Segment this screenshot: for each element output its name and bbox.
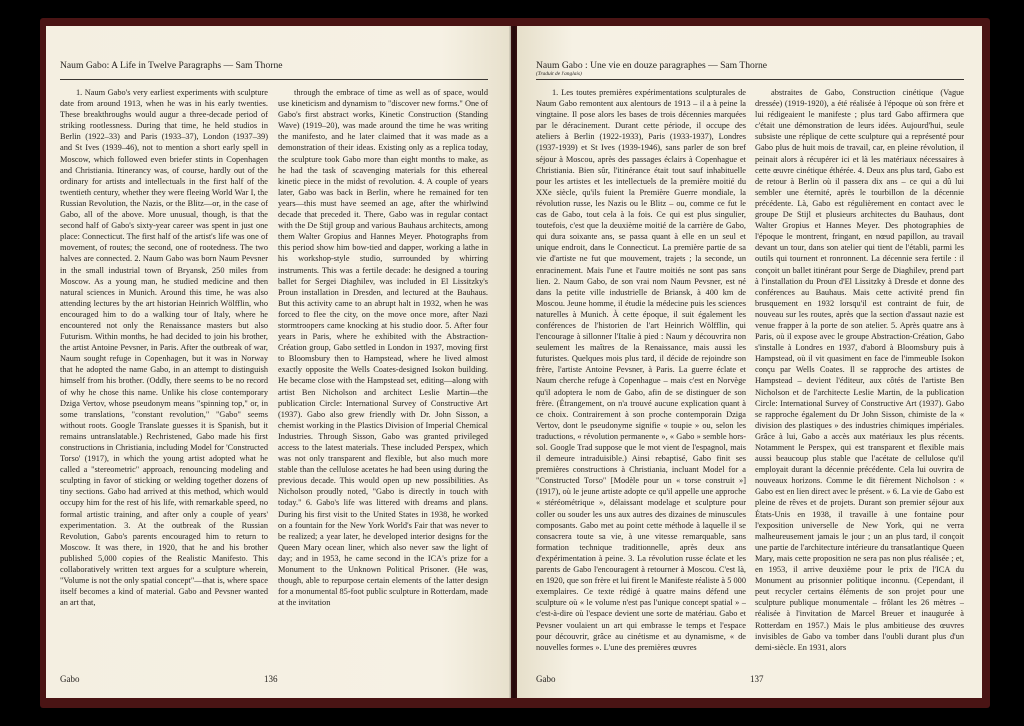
header-rule — [60, 79, 488, 80]
french-text-col2: abstraites de Gabo, Construction cinétique (Vague dressée) (1919-1920), a été réalisée à l'époque où son frère et lui rédigeaient le manifeste ; plus tard Gabo affirmera que c'était une démonstration de leurs idées. Aujourd'hui, seule subsiste une réplique de cette sculpture qui a représenté pour Gabo plus de huit mois de travail, car, en pleine révolution, il peinait alors à récupérer ici et là les matériaux nécessaires à cette œuvre cinétique éthérée. 4. Deux ans plus tard, Gabo est de retour à Berlin où il passera dix ans – ce qui a dû lui sembler une éternité, après le tourbillon de la décennie précédente. Là, Gabo est régulièrement en contact avec le groupe De Stijl et plusieurs architectes du Bauhaus, dont Walter Gropius et Hannes Meyer. Des photographies de l'époque le montrent, fringant, en nœud papillon, au travail devant un tour, dans son atelier qui tient de l'établi, parmi les outils qui tournent et ronronnent. La décennie sera fertile : il conçoit un ballet itinérant pour Serge de Diaghilev, prend part à l'installation du Proun d'El Lissitzky à Dresde et donne des conférences au Bauhaus. Mais cette activité prend fin brusquement en 1932 lorsqu'il est contraint de fuir, de nouveau sur les routes, après que la section d'assaut nazie est venue frapper à la porte de son atelier. 5. Après quatre ans à Paris, où il expose avec le groupe Abstraction-Création, Gabo s'installe à Londres en 1937, d'abord à Bloomsbury puis à Hampstead, où il vit quasiment en face de l'immeuble Isokon conçu par Wells Coates. Il se rapproche des artistes de Hampstead – devient l'éditeur, aux côtés de l'artiste Ben Nicholson et de l'architecte Leslie Martin, de la publication Circle: International Survey of Constructive Art (1937). Gabo se rapproche également du Dr John Sisson, chimiste de la « division des plastiques » des industries chimiques impériales. Grâce à lui, Gabo a accès aux matériaux les plus récents. Notamment le Perspex, qui est transparent et flexible mais aussi beaucoup plus stable que l'acétate de cellulose qu'il employait durant la décennie précédente. Cela lui ouvrira de nouveaux horizons. Comme le dit fièrement Nicholson : « Gabo est en lien direct avec le présent. » 6. La vie de Gabo est pleine de rêves et de projets. Durant son premier séjour aux États-Unis en 1938, il travaille à une fontaine pour l'exposition universelle de New York, qui ne verra malheureusement jamais le jour ; un an plus tard, il conçoit une partie de l'architecture intérieure du transatlantique Queen Mary, mais cette proposition ne sera pas non plus réalisée ; et, en 1953, il arrive deuxième pour le prix de l'ICA du Monument au prisonnier politique inconnu. (Cependant, il peut recycler certains éléments de son projet pour une sculpture publique monumentale – frôlant les 26 mètres – réalisée à l'invitation de Marcel Breuer et inaugurée à Rotterdam en 1957.) Mais le plus ambitieuse des œuvres invisibles de Gabo va tomber dans l'oubli durant plus d'un demi-siècle. En 1931, alors — [755, 88, 964, 652]
page-number: 137 — [750, 674, 764, 684]
french-text-col1: 1. Les toutes premières expérimentations sculpturales de Naum Gabo remontent aux alentours de 1913 – il a à peine la vingtaine. Il pose alors les bases de trois décennies marquées par le déracinement. Durant cette période, il occupe des ateliers à Berlin (1922-1933), Paris (1933-1937), Londres (1937-1939) et St Ives (1939-1946), sans parler de son bref séjour à Moscou, après des passages éclairs à Copenhague et Christiania. Bien sûr, l'itinérance était tout sauf inhabituelle pour les artistes et les intellectuels de la première moitié du XXe siècle, qu'ils fuient la Première Guerre mondiale, la révolution russe, les Nazis ou le Blitz – ou, comme ce fut le cas de Gabo, tout cela à la fois. Ce qui est plus singulier, toutefois, c'est que la deuxième moitié de la carrière de Gabo, qui dura soixante ans, se passa quant à elle en un seul et unique endroit, dans le Connecticut. La première partie de sa vie d'artiste ne fut que mouvement, trajets ; la seconde, un enracinement. Mais l'une et l'autre moitiés ne sont pas sans lien. 2. Naum Gabo, de son vrai nom Naum Pevsner, est né dans la petite ville industrielle de Briansk, à 400 km de Moscou. Jeune homme, il étudie la médecine puis les sciences naturelles à Munich. À cette époque, il suit également les conférences de l'historien de l'art Heinrich Wölfflin, qui l'encourage à sillonner l'Italie à pied : Naum y découvrira non seulement les maîtres de la Renaissance, mais aussi les futuristes. Quelques mois plus tard, il décide de rejoindre son frère, l'artiste Antoine Pevsner, à Paris. La guerre éclate et Naum cherche refuge à Copenhague – mais c'est en Norvège qu'il adoptera le nom de Gabo, afin de se distinguer de son frère. (Étrangement, on n'a trouvé aucune explication quant à ce choix. Contrairement à son proche contemporain Dziga Vertov, dont le pseudonyme signifie « toupie » ou, selon les traductions, « révolution permanente », « Gabo » semble hors-sol. Google Trad suppose que le mot vient de l'espagnol, mais il demeure intraduisible.) Ainsi rebaptisé, Gabo finit ses premières constructions à Christiania, incluant Model for a "Constructed Torso" [Modèle pour un « torse construit »] (1917), où le jeune artiste adopte ce qu'il appelle une approche « stéréométrique », délaissant modelage et sculpture pour coller ou souder les uns aux autres des dizaines de minuscules composants. Gabo met au point cette méthode à laquelle il se consacrera toute sa vie, à une vitesse remarquable, sans formation technique traditionnelle, après deux ans d'expérimentation à peine. 3. La révolution russe éclate et les parents de Gabo l'encouragent à retourner à Moscou. C'est là, en 1920, que son frère et lui firent le Manifeste réaliste à 5 000 exemplaires. Ce texte rédigé à quatre mains défend une sculpture où « le volume n'est pas l'unique concept spatial » – c'est-à-dire où l'espace devient une sorte de matériau. Gabo et Pevsner voulaient un art qui embrasse le temps et l'espace pour découvrir, grâce au cinétisme et au dynamisme, « de nouvelles formes ». L'une des premières œuvres — [536, 88, 746, 652]
english-column-2 — [278, 87, 488, 665]
page-number: 136 — [264, 674, 278, 684]
translator-note: (Traduit de l'anglais) — [536, 71, 582, 77]
english-text-col2: through the embrace of time as well as of space, would use kineticism and dynamism to "discover new forms." One of Gabo's first abstract works, Kinetic Construction (Standing Wave) (1919–20), was made around the time he was writing the manifesto, and he later claimed that it was made as a demonstration of their ideas. Existing only as a replica today, the sculpture took Gabo more than eight months to make, as he had the task of scavenging materials for this ethereal kinetic piece in the midst of revolution. 4. A couple of years later, Gabo was back in Berlin, where he remained for ten years—this must have seemed an age, after the whirlwind decade that preceded it. There, Gabo was in regular contact with the De Stijl group and various Bauhaus architects, among them Walter Gropius and Hannes Meyer. Photographs from this period show him bow-tied and dapper, working a lathe in his workshop-style studio, surrounded by whirring instruments. This was a fertile decade: he designed a touring ballet for Sergei Diaghilev, was included in El Lissitzky's Proun installation in Dresden, and lectured at the Bauhaus. But this activity came to an abrupt halt in 1932, when he was forced to flee the city, on the move once more, after Nazi stormtroopers came knocking at his studio door. 5. After four years in Paris, where he exhibited with the Abstraction-Création group, Gabo settled in London in 1937, moving first to Bloomsbury then to Hampstead, where he lived almost exactly opposite the Wells Coates-designed Isokon building. He became close with the Hampstead set, editing—along with artist Ben Nicholson and architect Leslie Martin—the publication Circle: International Survey of Constructive Art (1937). Gabo also grew friendly with Dr. John Sisson, a chemist working in the Plastics Division of Imperial Chemical Industries. Through Sisson, Gabo was granted privileged access to the latest materials. These included Perspex, which was not only transparent and flexible, but also much more stable than the cellulose acetates he had been using during the previous decade. This would open up new possibilities. As Nicholson proudly noted, "Gabo is directly in touch with today." 6. Gabo's life was littered with dreams and plans. During his first visit to the United States in 1938, he worked on a fountain for the New York World's Fair that was never to be realized; a year later, he developed interior designs for the Queen Mary ocean liner, which also never saw the light of day; and in 1953, he came second in the ICA's prize for a Monument to the Unknown Political Prisoner. (He was, though, able to repurpose certain elements of the latter design for a monumental 85-foot public sculpture in Rotterdam, made at the invitation — [278, 88, 488, 608]
header-rule — [536, 79, 964, 80]
running-head-english: Naum Gabo: A Life in Twelve Paragraphs — Sam Thorne — [60, 60, 283, 71]
english-column-1 — [60, 87, 268, 665]
english-text-col1: 1. Naum Gabo's very earliest experiments with sculpture date from around 1913, when he was in his early twenties. These breakthroughs would augur a three-decade period of striking rootlessness. During that time, he held studios in Berlin (1922–33) and Paris (1933–37), London (1937–39) and St Ives (1939–46), not to mention a short early spell in Moscow, which followed even briefer stints in Copenhagen and Christiania. Itinerancy was, of course, hardly out of the ordinary for artists and intellectuals in the first half of the twentieth century, whether they were fleeing World War I, the Russian Revolution, the Nazis, or the Blitz—or, in the case of Gabo, all of the above. More unusual, though, is that the second half of Gabo's sixty-year career was spent in just one place: Connecticut. The first half of the artist's life was one of movement, of routes; the second, one of rootedness. The two halves are connected. 2. Naum Gabo was born Naum Pevsner in the small industrial town of Bryansk, 250 miles from Moscow. As a young man, he studied medicine and then natural sciences in Munich. Around this time, he was also attending lectures by the art historian Heinrich Wölfflin, who encouraged him to do a walking tour of Italy, where he encountered not only the Renaissance masters but also Futurism. Within months, he had decided to join his brother, the artist Antoine Pevsner, in Paris. After the outbreak of war, Naum sought refuge in Copenhagen, but it was in Norway that he adopted the name Gabo, in an attempt to distinguish himself from his brother. (Oddly, there seems to be no record of why he chose this name. Unlike his close contemporary Dziga Vertov, whose pseudonym means "spinning top," or, in some translations, "constant revolution," "Gabo" seems without roots. Google Translate guesses it is Spanish, but it remains untranslatable.) Rechristened, Gabo made his first constructions in Christiania, including Model for 'Constructed Torso' (1917), in which the young artist adopted what he called a "stereometric" approach, renouncing modeling and sculpting in favor of sticking or welding together dozens of tiny sections. Gabo had arrived at this method, which would occupy him for the rest of his life, with remarkable speed, no formal artistic training, and after only a couple of years' experimentation. 3. At the outbreak of the Russian Revolution, Gabo's parents encouraged him to return to Moscow. It was there, in 1920, that he and his brother published 5,000 copies of the Realistic Manifesto. This collaboratively written text argues for a sculpture wherein, "Volume is not the only spatial concept"—that is, where space itself becomes a kind of material. Gabo and Pevsner wanted an art that, — [60, 88, 268, 608]
right-page — [517, 26, 982, 698]
footer-label: Gabo — [60, 674, 80, 684]
footer-label: Gabo — [536, 674, 556, 684]
left-page — [46, 26, 511, 698]
french-column-1 — [536, 87, 746, 665]
french-column-2 — [755, 87, 964, 665]
running-head-french: Naum Gabo : Une vie en douze paragraphes — Sam Thorne — [536, 60, 768, 71]
